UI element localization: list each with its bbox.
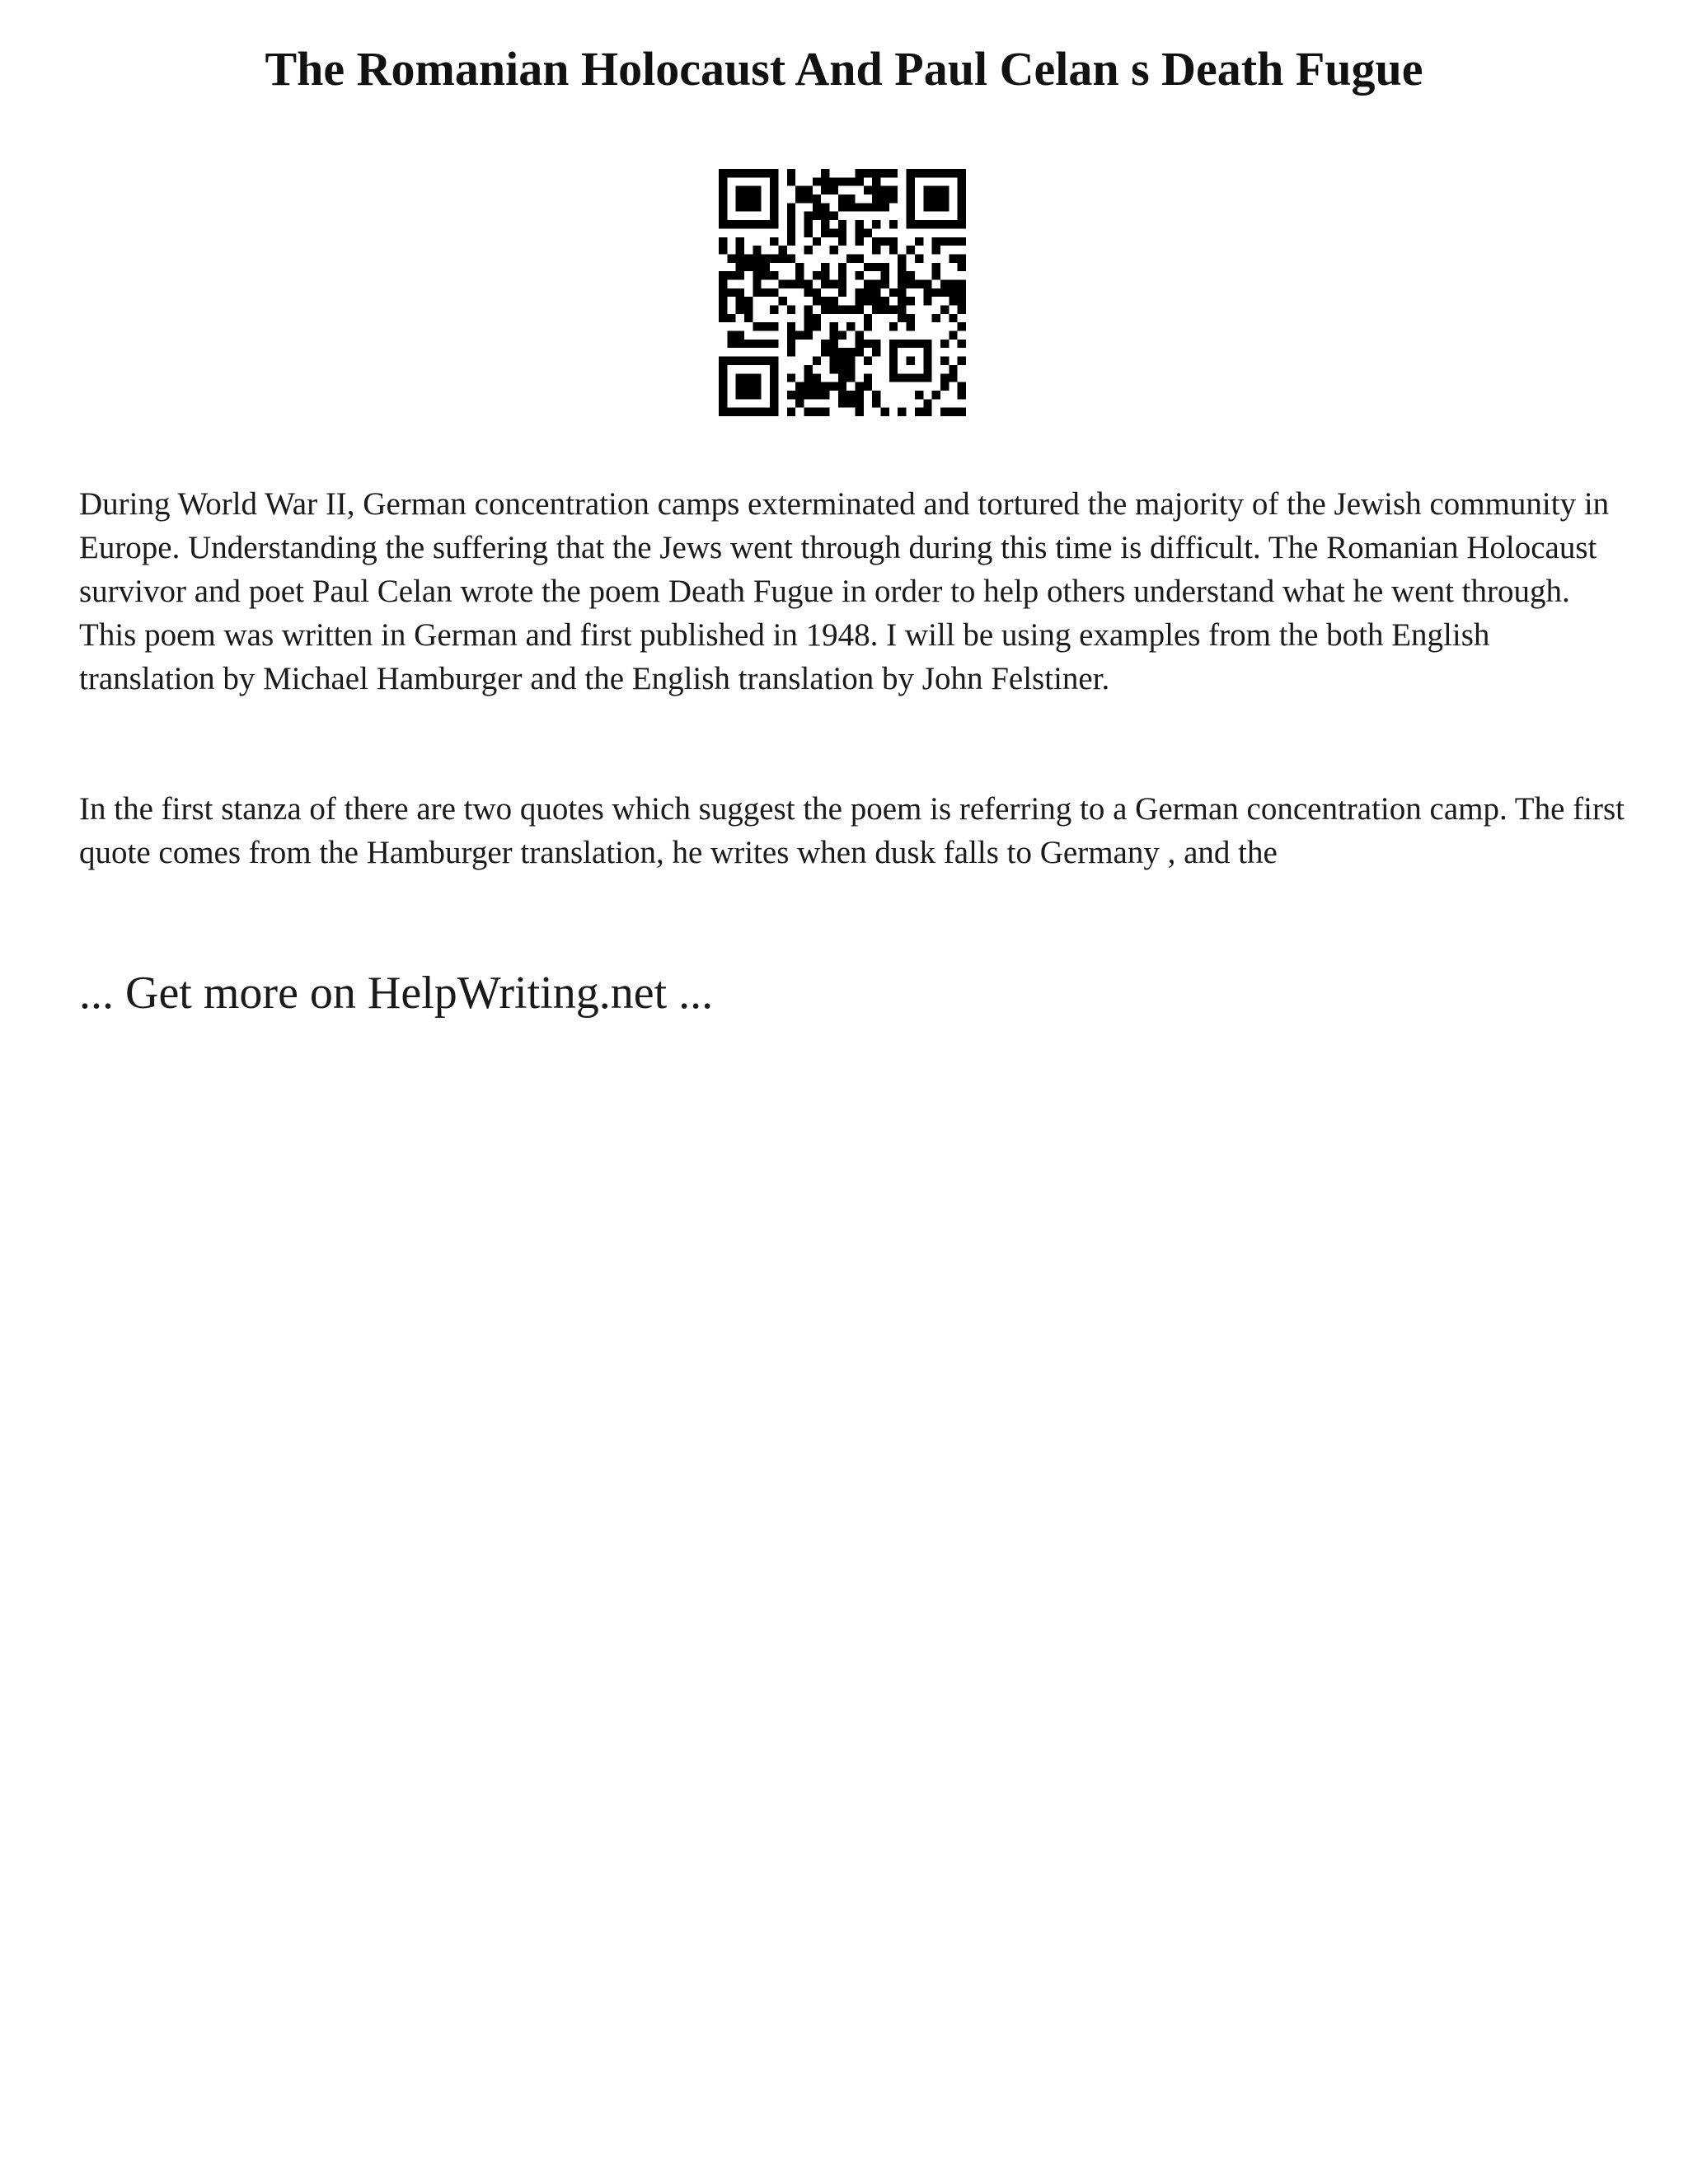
qr-finder-top-right — [907, 169, 966, 228]
qr-finder-bottom-left — [719, 357, 778, 416]
page-title: The Romanian Holocaust And Paul Celan s Death Fugue — [265, 42, 1423, 96]
body-paragraph-1: During World War II, German concentration camps exterminated and tortured the majority of the Jewish community in Europe. Understanding the suffering that the Jews went through during this time is difficult. The Romanian Holocaust survivor and poet Paul Celan wrote the poem Death Fugue in order to help others understand what he went through. This poem was written in German and first published in 1948. I will be using examples from the both English translation by Michael Hamburger and the English translation by John Felstiner. — [79, 486, 1610, 696]
body-paragraph-2: In the first stanza of there are two quotes which suggest the poem is referring to a German concentration camp. The first quote comes from the Hamburger translation, he writes when dusk falls to Germany , and the — [79, 791, 1625, 870]
qr-code-icon — [719, 169, 966, 416]
qr-alignment — [889, 340, 932, 382]
get-more-link[interactable]: ... Get more on HelpWriting.net ... — [79, 968, 714, 1019]
qr-finder-top-left — [719, 169, 778, 228]
